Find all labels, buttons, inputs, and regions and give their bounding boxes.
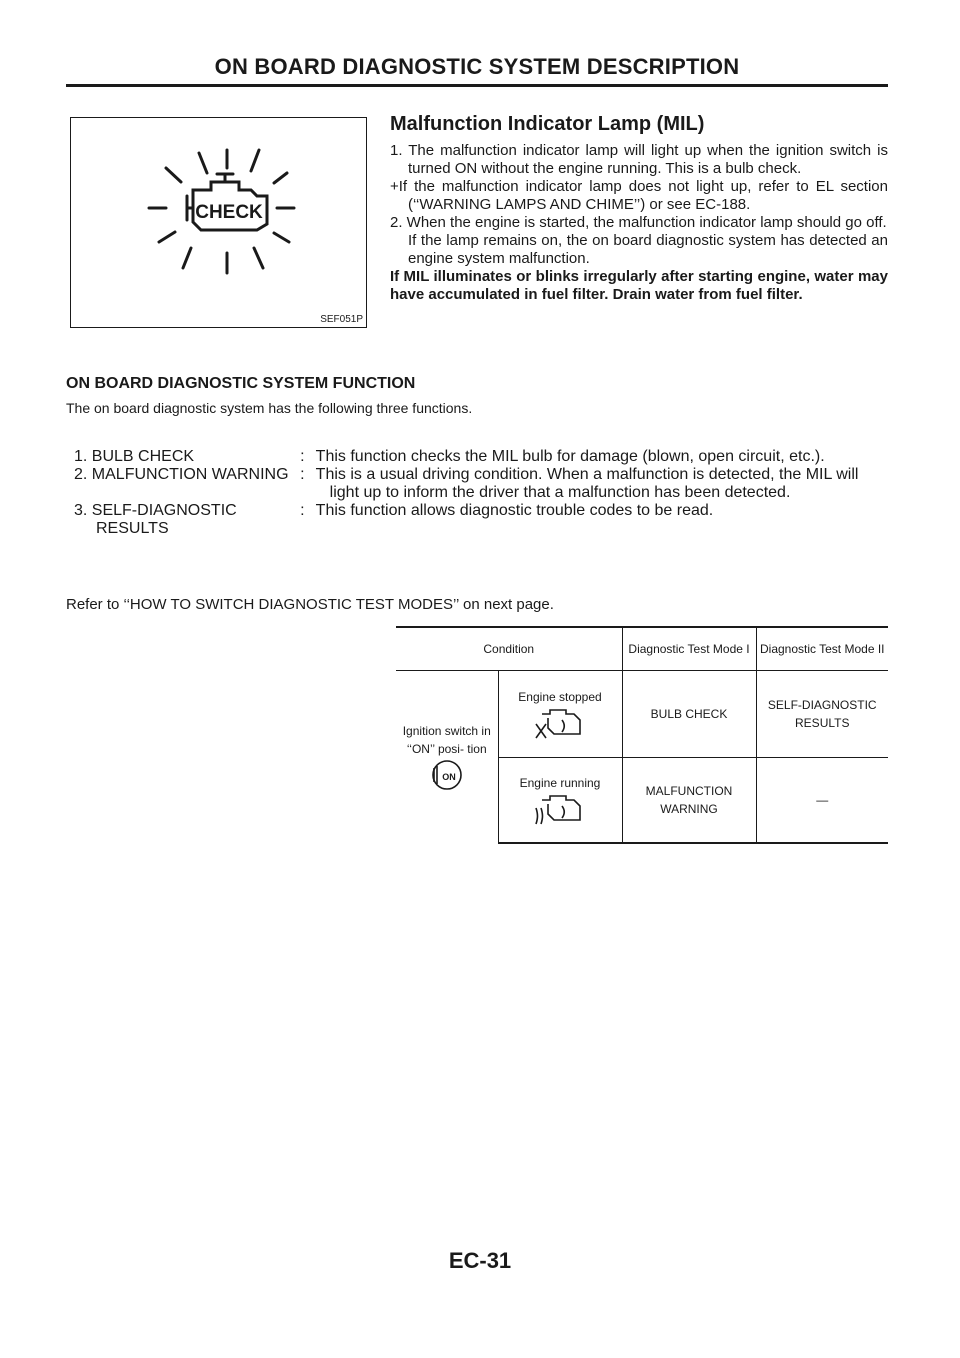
engine-stopped-label: Engine stopped: [518, 690, 602, 704]
ignition-cell: [396, 671, 498, 844]
mode1-cell: MALFUNCTION WARNING: [622, 758, 756, 844]
header-mode-1: Diagnostic Test Mode I: [622, 627, 756, 671]
engine-running-label: Engine running: [519, 776, 601, 790]
mil-description: [390, 142, 888, 304]
function-name: 2. MALFUNCTION WARNING: [74, 466, 289, 483]
function-desc: This function checks the MIL bulb for damage (blown, open circuit, etc.).: [315, 448, 825, 465]
ignition-key-icon: [427, 758, 467, 792]
engine-stopped-cell: [498, 671, 622, 758]
engine-running-icon: [532, 792, 588, 826]
key-label: ON: [442, 772, 456, 782]
function-heading: ON BOARD DIAGNOSTIC SYSTEM FUNCTION: [66, 375, 416, 392]
function-name: 1. BULB CHECK: [74, 448, 195, 465]
function-item: 1. BULB CHECK : This function checks the MIL bulb for damage (blown, open circuit, etc.).: [74, 448, 874, 466]
function-desc: This function allows diagnostic trouble codes to be read.: [315, 502, 714, 519]
ignition-label: Ignition switch in ‘‘ON’’ posi- tion: [402, 724, 491, 756]
function-desc: This is a usual driving condition. When a malfunction is detected, the MIL will light up to inform the driver that a malfunction has been detected.: [315, 466, 859, 501]
mode2-cell: SELF-DIAGNOSTIC RESULTS: [756, 671, 888, 758]
mil-item-2-cont: If the lamp remains on, the on board diagnostic system has detected an engine system malfunction.: [408, 232, 888, 267]
function-item: 2. MALFUNCTION WARNING : This is a usual driving condition. When a malfunction is detected, the MIL will light up to inform the driver that a malfunction has been detected.: [74, 466, 874, 502]
lamp-label: CHECK: [195, 202, 263, 223]
function-list: [74, 448, 874, 538]
function-name: 3. SELF-DIAGNOSTIC RESULTS: [74, 502, 237, 537]
header-rule: [66, 84, 888, 87]
mil-item-2: 2. When the engine is started, the malfunction indicator lamp should go off.: [390, 214, 887, 231]
mil-figure: [70, 117, 367, 328]
page-header: ON BOARD DIAGNOSTIC SYSTEM DESCRIPTION: [214, 54, 740, 79]
refer-note: Refer to ‘‘HOW TO SWITCH DIAGNOSTIC TEST MODES’’ on next page.: [66, 596, 554, 613]
section-title: Malfunction Indicator Lamp (MIL): [390, 113, 705, 135]
function-description: The on board diagnostic system has the following three functions.: [66, 400, 473, 416]
mil-warning: If MIL illuminates or blinks irregularly after starting engine, water may have accumulated in fuel filter. Drain water from fuel filter.: [390, 268, 888, 303]
function-item: 3. SELF-DIAGNOSTIC RESULTS : This function allows diagnostic trouble codes to be read.: [74, 502, 874, 538]
header-mode-2: Diagnostic Test Mode II: [756, 627, 888, 671]
engine-stopped-icon: [532, 706, 588, 740]
mode2-cell: —: [756, 758, 888, 844]
page-number: EC-31: [448, 1248, 512, 1273]
table-header-row: [396, 627, 888, 671]
mil-bullet: +If the malfunction indicator lamp does not light up, refer to EL section (‘‘WARNING LAMPS AND CHIME’’) or see EC-188.: [390, 178, 888, 213]
figure-code: SEF051P: [320, 314, 363, 325]
header-condition: Condition: [396, 627, 622, 671]
engine-running-cell: [498, 758, 622, 844]
check-engine-lamp-icon: [71, 118, 368, 329]
mil-item-1: 1. The malfunction indicator lamp will light up when the ignition switch is turned ON without the engine running. This is a bulb check.: [390, 142, 888, 177]
table-row: [396, 671, 888, 758]
test-mode-table: [396, 626, 888, 844]
mode1-cell: BULB CHECK: [622, 671, 756, 758]
